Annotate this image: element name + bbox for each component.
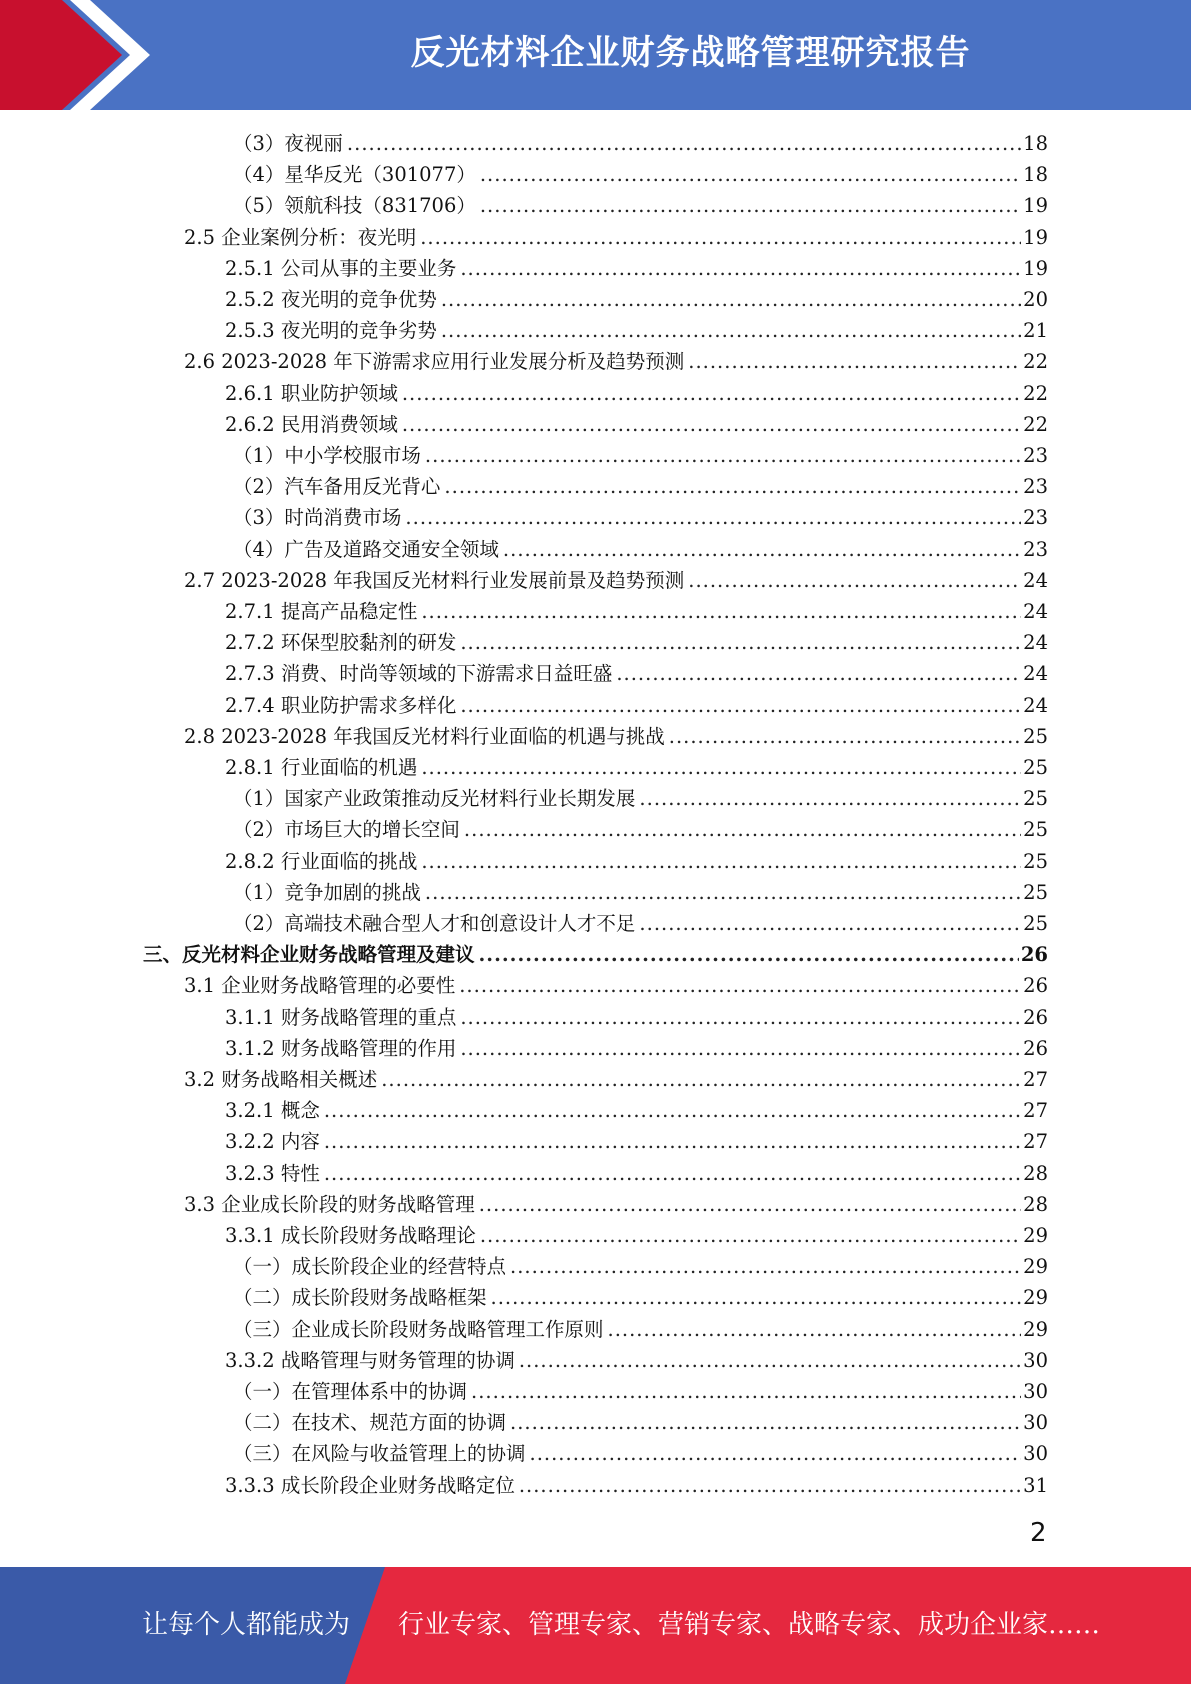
toc-leader-dots <box>608 1314 1022 1345</box>
toc-leader-dots <box>441 315 1021 346</box>
toc-entry-label: 2.6 2023-2028 年下游需求应用行业发展分析及趋势预测 <box>184 350 685 374</box>
toc-leader-dots <box>639 783 1021 814</box>
toc-entry-label: 2.5.3 夜光明的竞争劣势 <box>225 319 437 343</box>
toc-entry-label: （三）在风险与收益管理上的协调 <box>233 1442 526 1466</box>
toc-entry-label: 2.7.1 提高产品稳定性 <box>225 600 418 623</box>
toc-entry[interactable] <box>225 284 1048 315</box>
toc-entry[interactable] <box>184 1064 1048 1095</box>
toc-entry[interactable] <box>184 222 1048 253</box>
toc-entry-page: 23 <box>1023 506 1048 530</box>
toc-entry-label: （3）夜视丽 <box>233 132 343 155</box>
toc-leader-dots <box>421 846 1021 877</box>
toc-leader-dots <box>616 658 1021 689</box>
toc-entry-label: 3.2.1 概念 <box>225 1099 320 1123</box>
page-number: 2 <box>1030 1518 1047 1548</box>
toc-entry-page: 18 <box>1023 132 1048 155</box>
toc-entry[interactable] <box>233 1251 1048 1282</box>
toc-entry[interactable] <box>233 783 1048 814</box>
toc-leader-dots <box>480 159 1021 190</box>
toc-leader-dots <box>688 565 1021 596</box>
toc-leader-dots <box>420 222 1021 253</box>
toc-entry-label: 3.2 财务战略相关概述 <box>184 1068 378 1091</box>
toc-entry-label: 3.1.2 财务战略管理的作用 <box>225 1036 457 1060</box>
toc-entry-page: 23 <box>1023 537 1048 561</box>
toc-entry[interactable] <box>225 1002 1048 1033</box>
toc-entry-page: 27 <box>1023 1099 1048 1123</box>
toc-entry-label: 2.8 2023-2028 年我国反光材料行业面临的机遇与挑战 <box>184 724 665 748</box>
toc-entry-page: 26 <box>1023 1036 1048 1060</box>
toc-leader-dots <box>324 1126 1021 1157</box>
toc-entry-page: 30 <box>1023 1348 1048 1372</box>
toc-entry[interactable] <box>225 846 1048 877</box>
toc-entry-page: 30 <box>1023 1442 1048 1466</box>
toc-entry-page: 24 <box>1023 568 1048 592</box>
toc-leader-dots <box>460 1033 1021 1064</box>
toc-leader-dots <box>510 1407 1021 1438</box>
toc-entry-label: 2.6.2 民用消费领域 <box>225 412 398 436</box>
toc-leader-dots <box>460 253 1021 284</box>
toc-entry-label: （1）中小学校服市场 <box>233 444 421 467</box>
toc-entry[interactable] <box>225 627 1048 658</box>
toc-leader-dots <box>639 908 1021 939</box>
toc-entry-label: （三）企业成长阶段财务战略管理工作原则 <box>233 1317 604 1341</box>
toc-entry[interactable] <box>225 1470 1048 1501</box>
toc-entry-page: 29 <box>1023 1255 1048 1279</box>
toc-entry-page: 30 <box>1023 1411 1048 1435</box>
toc-leader-dots <box>480 1220 1021 1251</box>
toc-leader-dots <box>530 1438 1022 1469</box>
toc-entry-label: 2.7.3 消费、时尚等领域的下游需求日益旺盛 <box>225 662 613 686</box>
toc-entry-page: 30 <box>1023 1380 1048 1403</box>
toc-leader-dots <box>444 471 1021 502</box>
toc-entry-page: 25 <box>1023 756 1048 779</box>
toc-entry[interactable] <box>225 1158 1048 1189</box>
toc-entry-label: （4）星华反光（301077） <box>233 163 476 187</box>
toc-leader-dots <box>479 1189 1021 1220</box>
toc-entry-label: 2.7.2 环保型胶黏剂的研发 <box>225 631 457 655</box>
toc-entry-page: 25 <box>1023 912 1048 935</box>
toc-entry-page: 28 <box>1023 1192 1048 1216</box>
toc-leader-dots <box>381 1064 1021 1095</box>
toc-entry-label: 2.5 企业案例分析：夜光明 <box>184 225 417 249</box>
toc-leader-dots <box>519 1470 1021 1501</box>
toc-entry-page: 24 <box>1023 693 1048 717</box>
toc-leader-dots <box>480 190 1021 221</box>
toc-entry-page: 25 <box>1023 724 1048 748</box>
toc-entry-label: （2）高端技术融合型人才和创意设计人才不足 <box>233 912 636 935</box>
toc-leader-dots <box>503 534 1021 565</box>
toc-entry-label: 3.3.3 成长阶段企业财务战略定位 <box>225 1473 515 1497</box>
toc-entry-label: （3）时尚消费市场 <box>233 506 402 530</box>
footer-slogan-left: 让每个人都能成为 <box>142 1610 351 1640</box>
toc-leader-dots <box>460 690 1021 721</box>
toc-entry-label: （2）市场巨大的增长空间 <box>233 818 460 842</box>
toc-leader-dots <box>460 627 1021 658</box>
toc-leader-dots <box>519 1345 1021 1376</box>
toc-entry-page: 23 <box>1023 444 1048 467</box>
toc-entry-label: （一）在管理体系中的协调 <box>233 1380 468 1403</box>
toc-entry-page: 25 <box>1023 880 1048 904</box>
toc-entry-page: 29 <box>1023 1286 1048 1310</box>
toc-entry[interactable] <box>233 814 1048 845</box>
toc-entry[interactable] <box>225 658 1048 689</box>
toc-entry[interactable] <box>184 970 1048 1001</box>
toc-leader-dots <box>688 346 1021 377</box>
toc-entry[interactable] <box>225 253 1048 284</box>
toc-leader-dots <box>669 721 1021 752</box>
toc-entry[interactable] <box>233 440 1048 471</box>
toc-entry-page: 26 <box>1020 943 1048 967</box>
toc-entry-page: 27 <box>1023 1130 1048 1154</box>
toc-entry-label: 3.3 企业成长阶段的财务战略管理 <box>184 1192 475 1216</box>
page-header <box>0 0 1191 110</box>
toc-entry[interactable] <box>233 1282 1048 1313</box>
toc-entry[interactable] <box>225 1095 1048 1126</box>
toc-leader-dots <box>347 128 1021 159</box>
toc-entry[interactable] <box>184 346 1048 377</box>
toc-entry-label: （一）成长阶段企业的经营特点 <box>233 1255 507 1279</box>
toc-leader-dots <box>441 284 1021 315</box>
toc-entry-label: 三、反光材料企业财务战略管理及建议 <box>143 943 475 967</box>
toc-entry-page: 26 <box>1023 1005 1048 1029</box>
toc-entry-label: （1）国家产业政策推动反光材料行业长期发展 <box>233 787 636 811</box>
toc-entry-page: 28 <box>1023 1161 1048 1185</box>
toc-entry[interactable] <box>233 502 1048 533</box>
toc-entry-label: 3.2.2 内容 <box>225 1130 320 1154</box>
toc-entry-page: 19 <box>1023 194 1048 218</box>
toc-leader-dots <box>421 596 1021 627</box>
toc-entry-page: 19 <box>1023 256 1048 280</box>
toc-entry[interactable] <box>233 159 1048 190</box>
toc-entry-page: 22 <box>1023 412 1048 436</box>
toc-entry-page: 25 <box>1023 818 1048 842</box>
toc-entry-label: 3.1 企业财务战略管理的必要性 <box>184 974 456 998</box>
header-arrow-decoration <box>0 0 160 110</box>
toc-entry[interactable] <box>225 596 1048 627</box>
toc-entry[interactable] <box>233 1314 1048 1345</box>
page-footer <box>0 1567 1191 1684</box>
toc-entry[interactable] <box>184 565 1048 596</box>
toc-entry-page: 27 <box>1023 1068 1048 1091</box>
toc-leader-dots <box>402 378 1021 409</box>
toc-entry-page: 22 <box>1023 350 1048 374</box>
toc-entry[interactable] <box>225 1345 1048 1376</box>
toc-entry-page: 29 <box>1023 1317 1048 1341</box>
toc-entry[interactable] <box>225 1033 1048 1064</box>
toc-entry-label: （4）广告及道路交通安全领域 <box>233 537 499 561</box>
toc-entry[interactable] <box>233 190 1048 221</box>
toc-entry[interactable] <box>233 128 1048 159</box>
toc-entry[interactable] <box>225 752 1048 783</box>
toc-leader-dots <box>459 970 1021 1001</box>
toc-entry-page: 25 <box>1023 787 1048 811</box>
toc-entry-label: 2.7.4 职业防护需求多样化 <box>225 693 457 717</box>
toc-leader-dots <box>425 877 1021 908</box>
toc-entry-label: 3.3.2 战略管理与财务管理的协调 <box>225 1348 515 1372</box>
toc-leader-dots <box>471 1376 1021 1407</box>
toc-entry-label: 3.2.3 特性 <box>225 1161 320 1185</box>
toc-entry[interactable] <box>225 409 1048 440</box>
toc-entry-page: 31 <box>1023 1473 1048 1497</box>
toc-entry-page: 23 <box>1023 475 1048 499</box>
toc-entry[interactable] <box>233 471 1048 502</box>
toc-entry[interactable] <box>233 908 1048 939</box>
toc-entry-label: （二）成长阶段财务战略框架 <box>233 1286 487 1310</box>
toc-leader-dots <box>425 440 1021 471</box>
toc-leader-dots <box>324 1158 1021 1189</box>
toc-entry[interactable] <box>143 939 1048 970</box>
toc-entry-page: 22 <box>1023 381 1048 405</box>
toc-entry-label: 3.3.1 成长阶段财务战略理论 <box>225 1224 476 1247</box>
document-title: 反光材料企业财务战略管理研究报告 <box>410 33 971 73</box>
toc-leader-dots <box>460 1002 1021 1033</box>
toc-entry-page: 18 <box>1023 163 1048 187</box>
toc-entry[interactable] <box>225 315 1048 346</box>
toc-leader-dots <box>405 502 1021 533</box>
toc-entry-page: 21 <box>1023 319 1048 343</box>
toc-entry-label: 3.1.1 财务战略管理的重点 <box>225 1005 457 1029</box>
toc-entry-page: 24 <box>1023 631 1048 655</box>
toc-entry[interactable] <box>233 534 1048 565</box>
toc-entry-label: （2）汽车备用反光背心 <box>233 475 441 499</box>
toc-entry-page: 25 <box>1023 849 1048 873</box>
toc-entry[interactable] <box>233 877 1048 908</box>
toc-entry-label: （1）竞争加剧的挑战 <box>233 880 421 904</box>
toc-entry[interactable] <box>233 1407 1048 1438</box>
toc-entry-page: 19 <box>1023 225 1048 249</box>
toc-leader-dots <box>479 939 1019 970</box>
footer-slogan-right: 行业专家、管理专家、营销专家、战略专家、成功企业家…… <box>398 1610 1101 1640</box>
toc-leader-dots <box>402 409 1021 440</box>
toc-entry-page: 29 <box>1023 1224 1048 1247</box>
toc-entry-label: 2.5.2 夜光明的竞争优势 <box>225 288 437 311</box>
toc-leader-dots <box>464 814 1021 845</box>
toc-entry-label: 2.8.2 行业面临的挑战 <box>225 849 418 873</box>
toc-entry[interactable] <box>233 1376 1048 1407</box>
toc-leader-dots <box>491 1282 1022 1313</box>
toc-entry-label: （二）在技术、规范方面的协调 <box>233 1411 507 1435</box>
toc-entry[interactable] <box>225 1126 1048 1157</box>
toc-entry-page: 24 <box>1023 662 1048 686</box>
toc-leader-dots <box>324 1095 1021 1126</box>
toc-entry[interactable] <box>225 1220 1048 1251</box>
toc-entry[interactable] <box>184 721 1048 752</box>
toc-entry-page: 26 <box>1023 974 1048 998</box>
toc-entry[interactable] <box>225 378 1048 409</box>
toc-entry-label: 2.7 2023-2028 年我国反光材料行业发展前景及趋势预测 <box>184 568 685 592</box>
toc-leader-dots <box>421 752 1021 783</box>
toc-entry-label: 2.5.1 公司从事的主要业务 <box>225 256 457 280</box>
toc-entry-page: 20 <box>1023 288 1048 311</box>
toc-entry-label: 2.6.1 职业防护领域 <box>225 381 398 405</box>
toc-entry-label: （5）领航科技（831706） <box>233 194 476 218</box>
toc-leader-dots <box>510 1251 1021 1282</box>
toc-entry-label: 2.8.1 行业面临的机遇 <box>225 756 418 779</box>
toc-entry-page: 24 <box>1023 600 1048 623</box>
toc-entry[interactable] <box>225 690 1048 721</box>
toc-entry[interactable] <box>184 1189 1048 1220</box>
toc-entry[interactable] <box>233 1438 1048 1469</box>
